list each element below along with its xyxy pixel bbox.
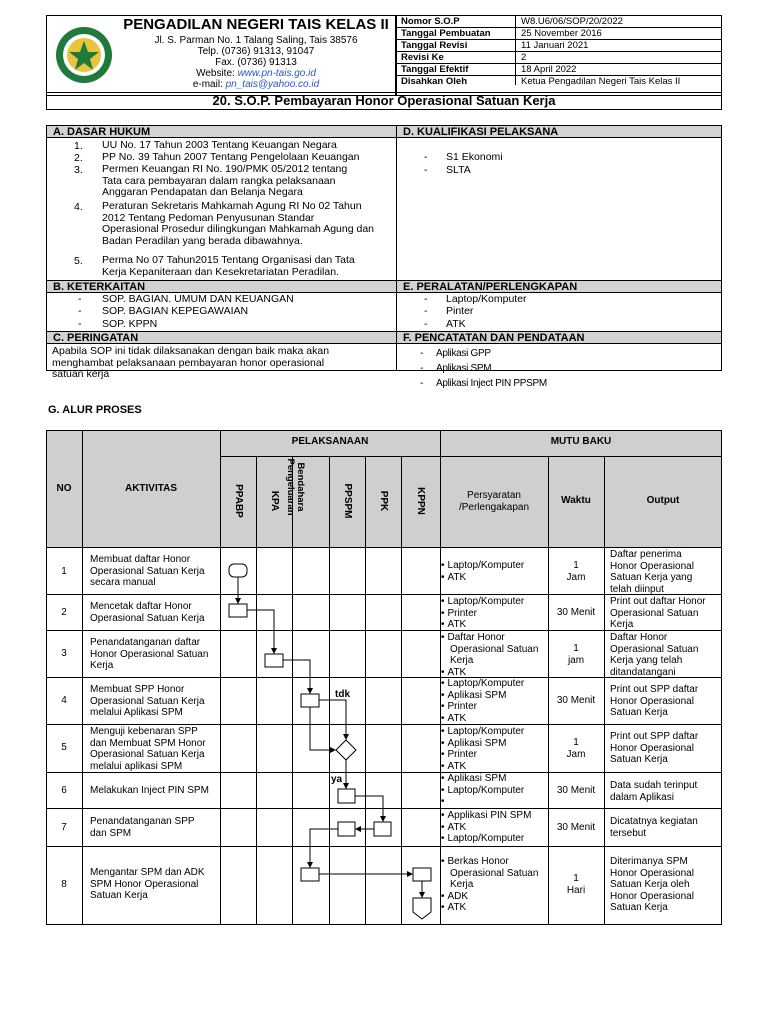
row-syarat: • Applikasi PIN SPM • ATK • Laptop/Komputer xyxy=(441,810,547,845)
peralatan-item: Pinter xyxy=(446,305,474,317)
keterkaitan-heading: B. KETERKAITAN xyxy=(46,280,397,293)
list-number: 4. xyxy=(74,201,83,213)
court-name: PENGADILAN NEGERI TAIS KELAS II xyxy=(123,16,389,33)
col-aktivitas-header: AKTIVITAS xyxy=(124,483,178,494)
flow-arrow xyxy=(283,660,310,693)
flow-arrow xyxy=(355,796,383,821)
row-waktu: 1 Jam xyxy=(566,560,586,583)
item-line: Kerja Kepaniteraan dan Kesekretariatan Peradilan. xyxy=(102,265,339,278)
peringatan-line: menghambat pelaksanaan pembayaran honor operasional xyxy=(52,356,325,369)
row-syarat: • Aplikasi SPM • Laptop/Komputer • xyxy=(441,773,547,808)
item-line: Tata cara pembayaran dalam rangka pelaksanaan xyxy=(102,174,336,187)
flow-process-box xyxy=(301,694,319,707)
row-aktivitas: Penandatanganan SPP dan SPM xyxy=(90,816,195,839)
peralatan-item: Laptop/Komputer xyxy=(446,293,527,305)
court-address: Jl. S. Parman No. 1 Talang Saling, Tais 38576 xyxy=(154,35,358,46)
label-ya: ya xyxy=(331,774,343,785)
item-line: Badan Peradilan yang berada dibawahnya. xyxy=(102,234,303,247)
row-aktivitas: Mengantar SPM dan ADK SPM Honor Operasional Satuan Kerja xyxy=(90,867,205,901)
row-syarat: • Berkas Honor Operasional Satuan Kerja • ADK • ATK xyxy=(441,856,547,914)
meta-key: Revisi Ke xyxy=(401,52,444,63)
website-label: Website: xyxy=(196,68,238,79)
row-syarat: • Laptop/Komputer • Aplikasi SPM • Printer • ATK xyxy=(441,726,547,772)
list-number: 2. xyxy=(74,152,83,164)
row-output: Daftar Honor Operasional Satuan Kerja yang telah ditandatangani xyxy=(610,632,699,678)
keterkaitan-item: SOP. BAGIAN KEPEGAWAIAN xyxy=(102,305,249,317)
court-telp: Telp. (0736) 91313, 91047 xyxy=(197,46,315,57)
row-syarat: • Laptop/Komputer • Printer • ATK xyxy=(441,596,547,631)
row-aktivitas: Menguji kebenaran SPP dan Membuat SPM Honor Operasional Satuan Kerja melalui aplikasi SPM xyxy=(90,726,206,772)
actor-ppk: PPK xyxy=(378,490,389,512)
peringatan-heading: C. PERINGATAN xyxy=(46,331,397,344)
row-waktu: 30 Menit xyxy=(556,607,596,618)
meta-key: Disahkan Oleh xyxy=(401,76,467,87)
flow-offpage-connector xyxy=(413,898,431,919)
dasar-hukum-item: PP No. 39 Tahun 2007 Tentang Pengelolaan Keuangan xyxy=(102,151,360,163)
row-aktivitas: Membuat daftar Honor Operasional Satuan Kerja secara manual xyxy=(90,554,205,588)
row-output: Daftar penerima Honor Operasional Satuan Kerja yang telah diinput xyxy=(610,549,694,595)
actor-ppspm: PPSPM xyxy=(342,483,353,519)
col-no-header: NO xyxy=(56,483,72,494)
row-syarat: • Daftar Honor Operasional Satuan Kerja • ATK xyxy=(441,632,547,678)
court-fax: Fax. (0736) 91313 xyxy=(215,57,297,68)
peringatan-line: satuan kerja xyxy=(52,368,110,380)
flow-process-box xyxy=(229,604,247,617)
row-output: Data sudah terinput dalam Aplikasi xyxy=(610,780,698,803)
sop-title: 20. S.O.P. Pembayaran Honor Operasional Satuan Kerja xyxy=(46,92,722,110)
pencatatan-item: Aplikasi SPM xyxy=(436,363,492,374)
col-pelaksanaan-header: PELAKSANAAN xyxy=(291,436,369,447)
pencatatan-heading: F. PENCATATAN DAN PENDATAAN xyxy=(396,331,722,344)
flow-arrow xyxy=(247,610,274,653)
item-line: Operasional Prosedur dilingkungan Mahkamah Agung dan xyxy=(102,223,375,235)
kualifikasi-item: SLTA xyxy=(446,164,471,176)
pencatatan-item: Aplikasi Inject PIN PPSPM xyxy=(436,378,547,389)
meta-value: Ketua Pengadilan Negeri Tais Kelas II xyxy=(521,76,681,87)
flow-decision-diamond xyxy=(336,740,356,760)
meta-key: Tanggal Pembuatan xyxy=(401,28,491,39)
list-number: 3. xyxy=(74,164,83,176)
row-number: 8 xyxy=(61,879,67,890)
meta-key: Nomor S.O.P xyxy=(401,16,460,27)
meta-key: Tanggal Efektif xyxy=(401,64,469,75)
row-number: 2 xyxy=(61,607,67,618)
pencatatan-item: Aplikasi GPP xyxy=(436,348,491,359)
meta-value: 25 November 2016 xyxy=(521,28,602,39)
label-tdk: tdk xyxy=(335,689,350,700)
item-line: Peraturan Sekretaris Mahkamah Agung RI No 02 Tahun xyxy=(102,200,362,212)
flow-arrow xyxy=(319,700,346,739)
row-output: Print out SPP daftar Honor Operasional Satuan Kerja xyxy=(610,684,699,718)
col-waktu-header: Waktu xyxy=(561,495,591,506)
row-number: 3 xyxy=(61,648,67,659)
alur-heading: G. ALUR PROSES xyxy=(48,404,142,416)
row-waktu: 1 Hari xyxy=(566,873,586,896)
row-syarat: • Laptop/Komputer • ATK xyxy=(441,560,547,583)
row-output: Dicatatnya kegiatan tersebut xyxy=(610,816,698,839)
meta-key: Tanggal Revisi xyxy=(401,40,468,51)
email-link[interactable]: pn_tais@yahoo.co.id xyxy=(225,79,320,90)
peralatan-item: ATK xyxy=(446,318,466,330)
row-aktivitas: Membuat SPP Honor Operasional Satuan Kerja melalui Aplikasi SPM xyxy=(90,684,205,718)
flow-process-box xyxy=(338,789,355,803)
flow-arrow xyxy=(310,707,335,750)
flow-process-box xyxy=(413,868,431,881)
row-number: 4 xyxy=(61,695,67,706)
row-waktu: 30 Menit xyxy=(556,822,596,833)
meta-value: 11 Januari 2021 xyxy=(521,40,589,51)
row-output: Print out SPP daftar Honor Operasional Satuan Kerja xyxy=(610,731,699,765)
keterkaitan-item: SOP. BAGIAN. UMUM DAN KEUANGAN xyxy=(102,293,294,305)
item-line: 2012 Tentang Pedoman Penyusunan Standar xyxy=(102,211,315,224)
flow-arrow xyxy=(310,829,338,867)
peralatan-heading: E. PERALATAN/PERLENGKAPAN xyxy=(396,280,722,293)
flow-process-box xyxy=(301,868,319,881)
actor-ppabp: PPABP xyxy=(233,484,244,518)
actor-kppn: KPPN xyxy=(415,487,426,515)
meta-value: 2 xyxy=(521,52,527,63)
peringatan-line: Apabila SOP ini tidak dilaksanakan dengan baik maka akan xyxy=(52,345,330,357)
kualifikasi-item: S1 Ekonomi xyxy=(446,151,503,163)
kualifikasi-heading: D. KUALIFIKASI PELAKSANA xyxy=(396,125,722,138)
website-link[interactable]: www.pn-tais.go.id xyxy=(237,68,316,79)
meta-value: 18 April 2022 xyxy=(521,64,577,75)
flow-start-terminator xyxy=(229,564,247,577)
row-output: Diterimanya SPM Honor Operasional Satuan Kerja oleh Honor Operasional Satuan Kerja xyxy=(610,856,694,913)
item-line: Perma No 07 Tahun2015 Tentang Organisasi dan Tata xyxy=(102,254,355,266)
dasar-hukum-heading: A. DASAR HUKUM xyxy=(46,125,397,138)
email-label: e-mail: xyxy=(192,79,226,90)
flow-process-box xyxy=(338,822,355,836)
row-aktivitas: Mencetak daftar Honor Operasional Satuan Kerja xyxy=(90,601,205,624)
row-waktu: 1 Jam xyxy=(566,737,586,760)
actor-kpa: KPA xyxy=(269,490,280,512)
row-number: 7 xyxy=(61,822,67,833)
item-line: Anggaran Pendapatan dan Belanja Negara xyxy=(102,186,303,198)
list-number: 5. xyxy=(74,255,83,267)
row-number: 5 xyxy=(61,742,67,753)
keterkaitan-item: SOP. KPPN xyxy=(102,318,158,330)
col-mutu-header: MUTU BAKU xyxy=(550,436,612,447)
row-number: 1 xyxy=(61,566,67,577)
row-output: Print out daftar Honor Operasional Satuan Kerja xyxy=(610,596,706,630)
row-waktu: 1 jam xyxy=(567,643,585,666)
row-waktu: 30 Menit xyxy=(556,785,596,796)
row-syarat: • Laptop/Komputer • Aplikasi SPM • Printer • ATK xyxy=(441,678,547,724)
dasar-hukum-item: UU No. 17 Tahun 2003 Tentang Keuangan Negara xyxy=(102,139,337,151)
list-number: 1. xyxy=(74,140,83,152)
col-output-header: Output xyxy=(646,495,680,506)
row-aktivitas: Penandatanganan daftar Honor Operasional Satuan Kerja xyxy=(90,637,209,671)
col-persyaratan-header: Persyaratan /Perlengakapan xyxy=(458,490,530,513)
item-line: Permen Keuangan RI No. 190/PMK 05/2012 tentang xyxy=(102,163,348,175)
row-aktivitas: Melakukan Inject PIN SPM xyxy=(90,785,209,796)
meta-value: W8.U6/06/SOP/20/2022 xyxy=(521,16,623,27)
flow-process-box xyxy=(265,654,283,667)
actor-bendahara-label: Bendahara Pengeluaran xyxy=(285,458,306,516)
row-waktu: 30 Menit xyxy=(556,695,596,706)
row-number: 6 xyxy=(61,785,67,796)
flow-process-box xyxy=(374,822,391,836)
